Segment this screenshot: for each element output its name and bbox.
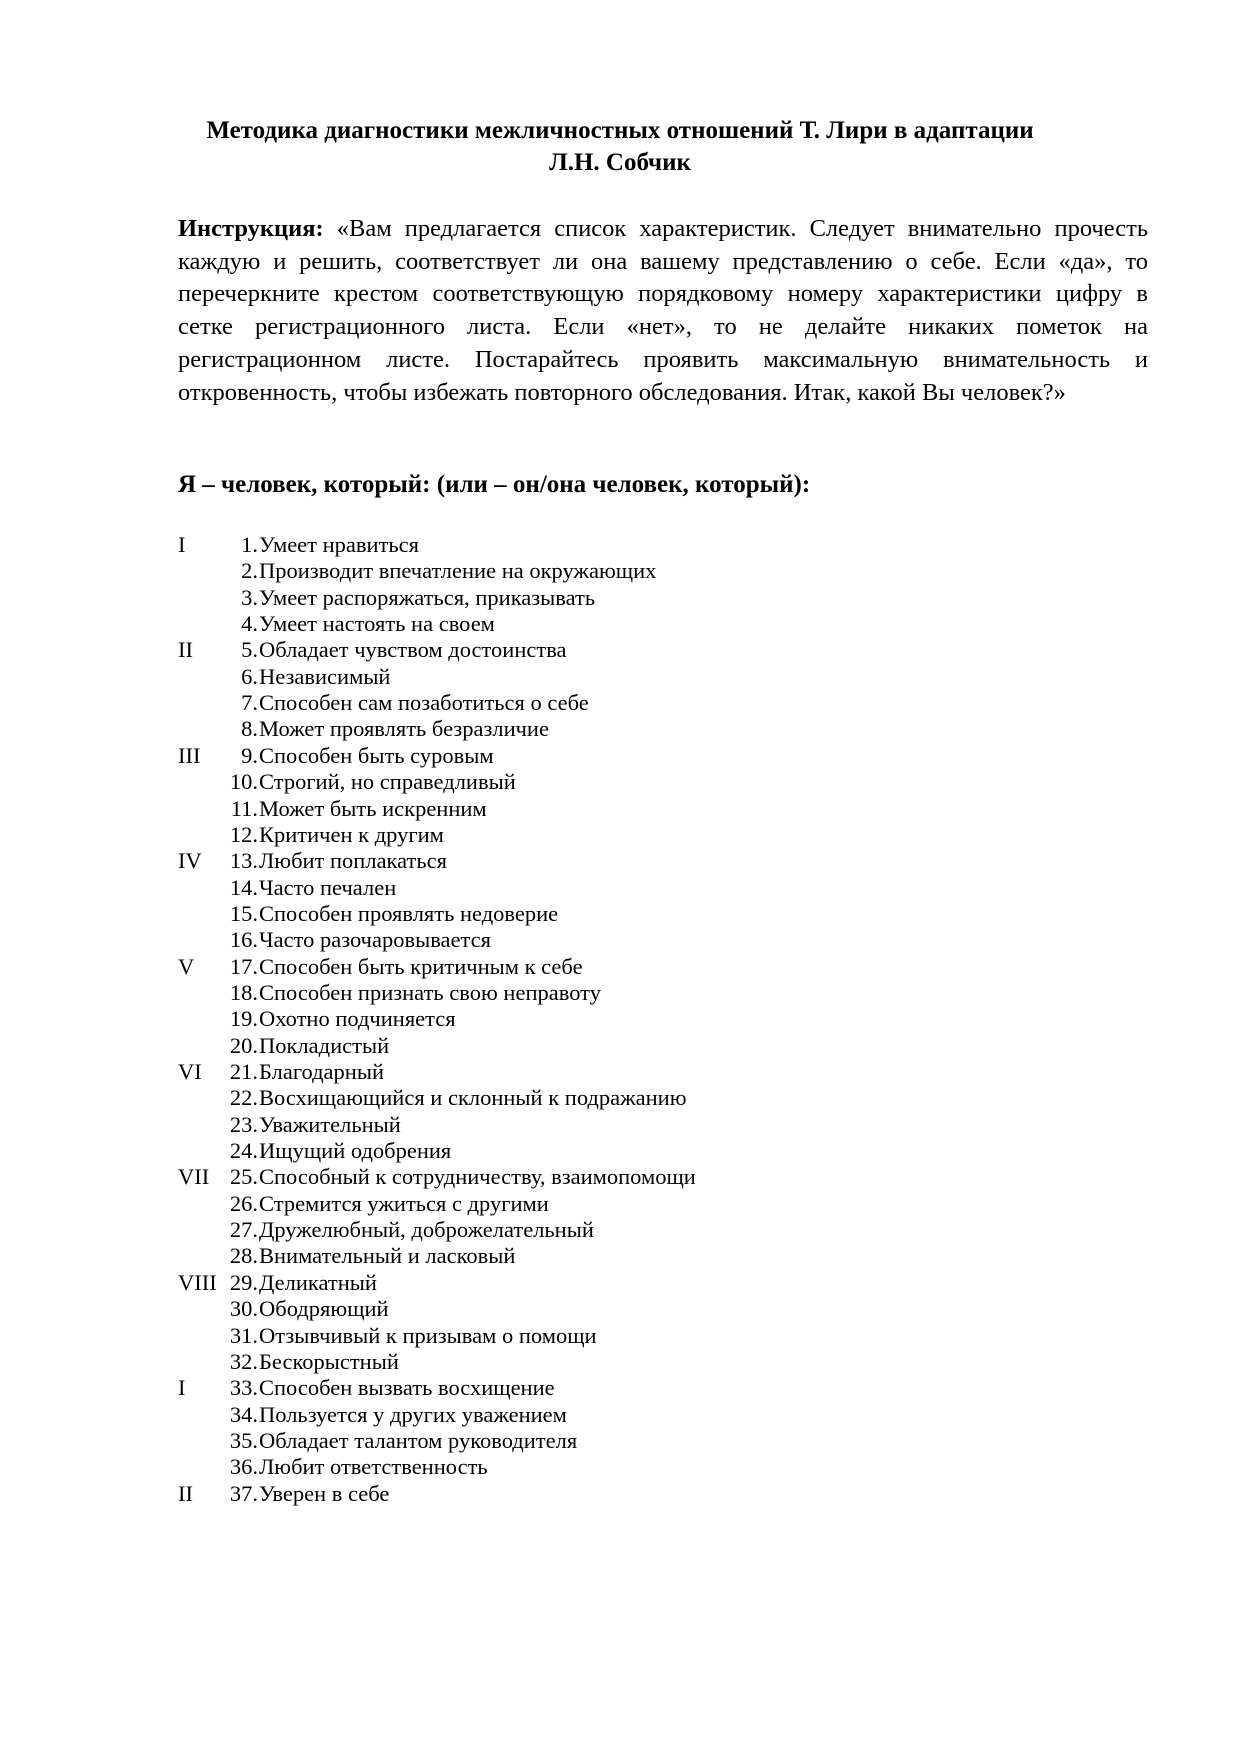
item-text: Производит впечатление на окружающих <box>259 558 657 584</box>
item-number: 19. <box>229 1006 258 1032</box>
group-roman-numeral: VI <box>178 1059 202 1084</box>
item-number: 23. <box>229 1111 258 1137</box>
group-roman-numeral: V <box>178 953 195 979</box>
item-text: Обладает чувством достоинства <box>259 637 567 663</box>
item-number: 16. <box>229 927 258 953</box>
item-number: 11. <box>230 795 258 821</box>
item-number: 5. <box>241 637 258 663</box>
group-roman-numeral: II <box>178 1480 193 1506</box>
instruction-label: Инструкция: <box>178 215 324 242</box>
item-text: Способен быть суровым <box>259 742 494 768</box>
item-text: Ищущий одобрения <box>259 1138 452 1164</box>
item-number: 8. <box>241 716 258 742</box>
item-text: Любит ответственность <box>259 1454 488 1480</box>
item-text: Благодарный <box>259 1059 384 1084</box>
item-text: Покладистый <box>259 1032 390 1058</box>
item-text: Способный к сотрудничеству, взаимопомощи <box>259 1164 696 1190</box>
item-text: Восхищающийся и склонный к подражанию <box>259 1085 687 1111</box>
group-roman-numeral: I <box>178 1375 186 1401</box>
item-number: 3. <box>241 584 258 610</box>
item-number: 22. <box>229 1085 258 1111</box>
instruction-text: «Вам предлагается список характеристик. Следует внимательно прочесть каждую и решить, соответствует ли она вашему представлению о себе. Если «да», то перечеркните крестом соответствующую порядковому номеру характеристики цифру в сетке регистрационного листа. Если «нет», то не делайте никаких пометок на регистрационном листе. Постарайтесь проявить максимальную внимательность и откровенность, чтобы избежать повторного обследования. Итак, какой Вы человек?» <box>178 215 1148 406</box>
items-subheading: Я – человек, который: (или – он/она человек, который): <box>178 471 811 498</box>
item-text: Способен вызвать восхищение <box>259 1375 555 1401</box>
item-number: 4. <box>241 611 258 637</box>
item-text: Способен признать свою неправоту <box>259 979 601 1005</box>
item-number: 13. <box>229 848 258 874</box>
item-text: Способен быть критичным к себе <box>259 953 583 979</box>
group-roman-numeral: I <box>178 532 186 557</box>
item-text: Часто печален <box>259 874 397 900</box>
item-number: 37. <box>229 1480 258 1506</box>
item-text: Независимый <box>259 663 391 689</box>
item-text: Пользуется у других уважением <box>259 1401 567 1427</box>
instruction-paragraph <box>178 213 1148 409</box>
item-number: 29. <box>229 1269 258 1295</box>
item-number: 10. <box>229 769 258 795</box>
item-text: Любит поплакаться <box>259 848 447 874</box>
item-number: 7. <box>241 690 258 716</box>
group-roman-numeral: II <box>178 637 193 663</box>
item-number: 34. <box>229 1401 258 1427</box>
item-number: 30. <box>229 1296 258 1322</box>
item-text: Может проявлять безразличие <box>259 716 549 742</box>
item-number: 33. <box>229 1375 258 1401</box>
item-text: Может быть искренним <box>259 795 487 821</box>
item-text: Стремится ужиться с другими <box>259 1190 549 1216</box>
item-number: 21. <box>229 1059 258 1084</box>
document-title <box>178 115 1062 179</box>
item-text: Отзывчивый к призывам о помощи <box>259 1322 597 1348</box>
item-text: Ободряющий <box>259 1296 389 1322</box>
item-text: Критичен к другим <box>259 821 444 847</box>
item-text: Умеет настоять на своем <box>259 611 495 637</box>
item-number: 26. <box>229 1190 258 1216</box>
item-number: 31. <box>229 1322 258 1348</box>
item-number: 32. <box>229 1348 258 1374</box>
item-text: Умеет распоряжаться, приказывать <box>259 584 596 610</box>
item-number: 15. <box>229 900 258 926</box>
item-number: 17. <box>229 953 258 979</box>
item-text: Дружелюбный, доброжелательный <box>259 1217 594 1243</box>
item-number: 25. <box>229 1164 258 1190</box>
item-number: 24. <box>229 1138 258 1164</box>
group-roman-numeral: VII <box>178 1164 210 1190</box>
item-text: Уверен в себе <box>259 1480 390 1506</box>
item-text: Обладает талантом руководителя <box>259 1427 578 1453</box>
item-number: 20. <box>229 1032 258 1058</box>
item-number: 14. <box>229 874 258 900</box>
item-number: 28. <box>229 1243 258 1269</box>
item-text: Деликатный <box>259 1269 377 1295</box>
group-roman-numeral: VIII <box>178 1269 217 1295</box>
item-number: 27. <box>229 1217 258 1243</box>
item-text: Часто разочаровывается <box>259 927 491 953</box>
item-text: Способен проявлять недоверие <box>259 900 559 926</box>
group-roman-numeral: III <box>178 742 201 768</box>
item-number: 9. <box>241 742 258 768</box>
item-number: 12. <box>229 821 258 847</box>
item-number: 35. <box>229 1427 258 1453</box>
item-text: Способен сам позаботиться о себе <box>259 690 589 716</box>
item-number: 36. <box>229 1454 258 1480</box>
item-text: Бескорыстный <box>259 1348 399 1374</box>
item-text: Уважительный <box>259 1111 401 1137</box>
item-number: 2. <box>241 558 258 584</box>
item-number: 6. <box>241 663 258 689</box>
item-number: 18. <box>229 979 258 1005</box>
document-title-line-1: Методика диагностики межличностных отношений Т. Лири в адаптации <box>206 117 1034 144</box>
item-number: 1. <box>241 532 258 557</box>
document-title-line-2: Л.Н. Собчик <box>549 149 691 176</box>
group-roman-numeral: IV <box>178 848 202 874</box>
item-text: Внимательный и ласковый <box>259 1243 516 1269</box>
item-text: Строгий, но справедливый <box>259 769 516 795</box>
item-text: Охотно подчиняется <box>259 1006 456 1032</box>
item-text: Умеет нравиться <box>259 532 419 557</box>
